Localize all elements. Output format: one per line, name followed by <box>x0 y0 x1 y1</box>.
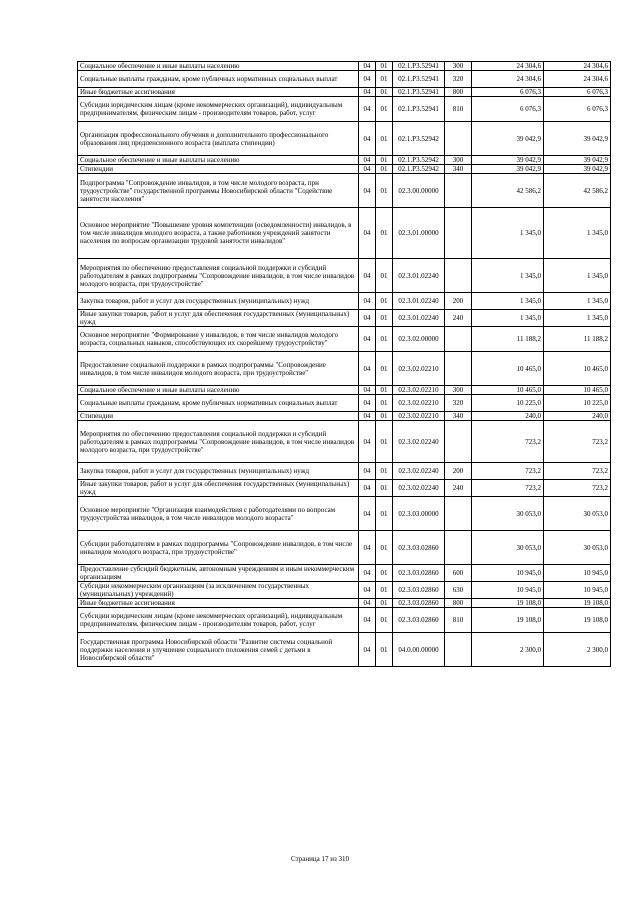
row-value-2: 39 042,9 <box>544 122 611 156</box>
row-value-1: 1 345,0 <box>472 259 544 293</box>
table-row <box>78 327 611 352</box>
row-expense-type: 340 <box>445 412 472 421</box>
row-value-2: 10 225,0 <box>544 395 611 412</box>
row-name: Социальное обеспечение и иные выплаты населению <box>78 62 359 71</box>
table-row <box>78 156 611 165</box>
row-name: Иные бюджетные ассигнования <box>78 88 359 97</box>
row-value-2: 11 188,2 <box>544 327 611 352</box>
row-target-code: 02.3.02.02210 <box>393 412 445 421</box>
row-value-2: 10 945,0 <box>544 582 611 599</box>
table-row <box>78 88 611 97</box>
row-section: 04 <box>359 156 376 165</box>
row-target-code: 02.3.02.02210 <box>393 395 445 412</box>
row-section: 04 <box>359 293 376 310</box>
row-section: 04 <box>359 480 376 497</box>
row-value-1: 6 076,3 <box>472 97 544 122</box>
row-target-code: 02.1.P3.52942 <box>393 156 445 165</box>
row-target-code: 02.3.01.00000 <box>393 208 445 259</box>
table-row <box>78 582 611 599</box>
row-section: 04 <box>359 582 376 599</box>
row-section: 04 <box>359 122 376 156</box>
row-name: Стипендии <box>78 165 359 174</box>
budget-table <box>77 61 611 667</box>
row-value-1: 1 345,0 <box>472 310 544 327</box>
row-value-1: 6 076,3 <box>472 88 544 97</box>
row-subsection: 01 <box>376 395 393 412</box>
row-value-1: 39 042,9 <box>472 165 544 174</box>
row-subsection: 01 <box>376 71 393 88</box>
row-value-2: 19 108,0 <box>544 608 611 633</box>
row-section: 04 <box>359 497 376 531</box>
row-subsection: 01 <box>376 97 393 122</box>
row-name: Субсидии юридическим лицам (кроме некоммерческих организаций), индивидуальным предпринимателям, физическим лицам - производителям товаров, работ, услуг <box>78 97 359 122</box>
row-name: Основное мероприятие "Повышение уровня компетенции (осведомленности) инвалидов, в том числе инвалидов молодого возраста, а также работников учреждений занятости населения по вопросам организации трудовой занятости инвалидов" <box>78 208 359 259</box>
row-subsection: 01 <box>376 352 393 386</box>
row-subsection: 01 <box>376 293 393 310</box>
row-expense-type <box>445 122 472 156</box>
row-name: Социальные выплаты гражданам, кроме публичных нормативных социальных выплат <box>78 395 359 412</box>
row-target-code: 02.3.03.02860 <box>393 608 445 633</box>
row-name: Социальное обеспечение и иные выплаты населению <box>78 386 359 395</box>
row-name: Мероприятия по обеспечению предоставления социальной поддержки и субсидий работодателям в рамках подпрограммы "Сопровождение инвалидов, в том числе инвалидов молодого возраста, при трудоустройстве" <box>78 421 359 463</box>
row-value-1: 240,0 <box>472 412 544 421</box>
table-row <box>78 395 611 412</box>
row-target-code: 02.1.P3.52941 <box>393 71 445 88</box>
row-name: Предоставление субсидий бюджетным, автономным учреждениям и иным некоммерческим организациям <box>78 565 359 582</box>
row-target-code: 02.1.P3.52942 <box>393 122 445 156</box>
row-value-2: 39 042,9 <box>544 156 611 165</box>
row-name: Социальные выплаты гражданам, кроме публичных нормативных социальных выплат <box>78 71 359 88</box>
row-value-1: 10 945,0 <box>472 582 544 599</box>
row-value-1: 24 304,6 <box>472 71 544 88</box>
row-subsection: 01 <box>376 122 393 156</box>
row-section: 04 <box>359 633 376 667</box>
budget-table-sheet <box>77 61 610 667</box>
row-name: Основное мероприятие "Организация взаимодействия с работодателями по вопросам трудоустройства инвалидов, в том числе инвалидов молодого возраста" <box>78 497 359 531</box>
row-value-1: 30 053,0 <box>472 531 544 565</box>
row-value-1: 1 345,0 <box>472 293 544 310</box>
row-target-code: 02.3.01.02240 <box>393 293 445 310</box>
row-name: Государственная программа Новосибирской области "Развитие системы социальной поддержки населения и улучшение социального положения семей с детьми в Новосибирской области" <box>78 633 359 667</box>
row-value-2: 6 076,3 <box>544 88 611 97</box>
row-value-1: 1 345,0 <box>472 208 544 259</box>
row-target-code: 02.1.P3.52941 <box>393 88 445 97</box>
row-target-code: 02.3.02.02240 <box>393 480 445 497</box>
row-name: Мероприятия по обеспечению предоставления социальной поддержки и субсидий работодателям в рамках подпрограммы "Сопровождение инвалидов, в том числе инвалидов молодого возраста, при трудоустройстве" <box>78 259 359 293</box>
row-value-1: 723,2 <box>472 421 544 463</box>
row-section: 04 <box>359 71 376 88</box>
row-name: Социальное обеспечение и иные выплаты населению <box>78 156 359 165</box>
row-value-2: 42 586,2 <box>544 174 611 208</box>
row-section: 04 <box>359 97 376 122</box>
row-value-2: 1 345,0 <box>544 259 611 293</box>
row-value-2: 10 465,0 <box>544 352 611 386</box>
row-target-code: 02.3.03.00000 <box>393 497 445 531</box>
row-section: 04 <box>359 412 376 421</box>
table-row <box>78 565 611 582</box>
row-value-1: 24 304,6 <box>472 62 544 71</box>
row-target-code: 02.3.01.02240 <box>393 259 445 293</box>
table-row <box>78 463 611 480</box>
row-section: 04 <box>359 208 376 259</box>
row-subsection: 01 <box>376 421 393 463</box>
row-value-2: 2 300,0 <box>544 633 611 667</box>
row-name: Иные закупки товаров, работ и услуг для обеспечения государственных (муниципальных) нужд <box>78 310 359 327</box>
row-expense-type: 300 <box>445 62 472 71</box>
row-target-code: 02.3.00.00000 <box>393 174 445 208</box>
table-row <box>78 497 611 531</box>
table-row <box>78 531 611 565</box>
row-expense-type: 800 <box>445 88 472 97</box>
table-row <box>78 208 611 259</box>
row-expense-type: 800 <box>445 599 472 608</box>
row-value-1: 39 042,9 <box>472 156 544 165</box>
row-value-2: 1 345,0 <box>544 208 611 259</box>
row-target-code: 02.3.03.02860 <box>393 565 445 582</box>
row-expense-type: 810 <box>445 608 472 633</box>
row-expense-type <box>445 497 472 531</box>
row-value-2: 723,2 <box>544 480 611 497</box>
row-expense-type: 300 <box>445 156 472 165</box>
table-row <box>78 412 611 421</box>
row-expense-type: 600 <box>445 565 472 582</box>
row-value-1: 42 586,2 <box>472 174 544 208</box>
row-value-1: 10 945,0 <box>472 565 544 582</box>
row-section: 04 <box>359 88 376 97</box>
row-expense-type: 340 <box>445 165 472 174</box>
row-value-1: 10 465,0 <box>472 386 544 395</box>
row-expense-type: 200 <box>445 463 472 480</box>
row-expense-type: 320 <box>445 395 472 412</box>
row-subsection: 01 <box>376 582 393 599</box>
row-value-2: 1 345,0 <box>544 310 611 327</box>
row-subsection: 01 <box>376 310 393 327</box>
table-row <box>78 633 611 667</box>
row-value-1: 10 465,0 <box>472 352 544 386</box>
row-expense-type: 320 <box>445 71 472 88</box>
row-value-2: 240,0 <box>544 412 611 421</box>
row-subsection: 01 <box>376 608 393 633</box>
row-target-code: 02.3.02.02210 <box>393 352 445 386</box>
row-subsection: 01 <box>376 480 393 497</box>
row-value-2: 1 345,0 <box>544 293 611 310</box>
row-subsection: 01 <box>376 463 393 480</box>
row-expense-type <box>445 327 472 352</box>
row-name: Субсидии работодателям в рамках подпрограммы "Сопровождение инвалидов, в том числе инвалидов молодого возраста, при трудоустройстве" <box>78 531 359 565</box>
row-section: 04 <box>359 259 376 293</box>
row-expense-type: 630 <box>445 582 472 599</box>
row-name: Подпрограмма "Сопровождение инвалидов, в том числе молодого возраста, при трудоустройстве" государственной программы Новосибирской области "Содействие занятости населения" <box>78 174 359 208</box>
row-subsection: 01 <box>376 599 393 608</box>
row-subsection: 01 <box>376 327 393 352</box>
row-value-1: 723,2 <box>472 480 544 497</box>
row-target-code: 02.3.02.02210 <box>393 386 445 395</box>
row-name: Предоставление социальной поддержки в рамках подпрограммы "Сопровождение инвалидов, в том числе инвалидов молодого возраста, при трудоустройстве" <box>78 352 359 386</box>
table-row <box>78 310 611 327</box>
table-row <box>78 421 611 463</box>
row-expense-type: 240 <box>445 480 472 497</box>
row-section: 04 <box>359 599 376 608</box>
row-target-code: 04.0.00.00000 <box>393 633 445 667</box>
row-subsection: 01 <box>376 88 393 97</box>
row-name: Субсидии некоммерческим организациям (за исключением государственных (муниципальных) учреждений) <box>78 582 359 599</box>
row-value-1: 19 108,0 <box>472 608 544 633</box>
row-subsection: 01 <box>376 386 393 395</box>
row-section: 04 <box>359 310 376 327</box>
row-section: 04 <box>359 327 376 352</box>
row-expense-type <box>445 208 472 259</box>
row-value-2: 39 042,9 <box>544 165 611 174</box>
table-row <box>78 62 611 71</box>
row-value-2: 24 304,6 <box>544 62 611 71</box>
row-target-code: 02.3.02.00000 <box>393 327 445 352</box>
row-name: Стипендии <box>78 412 359 421</box>
row-value-2: 10 465,0 <box>544 386 611 395</box>
row-value-1: 30 053,0 <box>472 497 544 531</box>
row-subsection: 01 <box>376 531 393 565</box>
row-section: 04 <box>359 174 376 208</box>
row-name: Основное мероприятие "Формирование у инвалидов, в том числе инвалидов молодого возраста, социальных навыков, способствующих их скорейшему трудоустройству" <box>78 327 359 352</box>
row-value-1: 11 188,2 <box>472 327 544 352</box>
row-target-code: 02.3.02.02240 <box>393 421 445 463</box>
row-section: 04 <box>359 565 376 582</box>
row-section: 04 <box>359 62 376 71</box>
table-row <box>78 174 611 208</box>
row-value-2: 24 304,6 <box>544 71 611 88</box>
row-section: 04 <box>359 608 376 633</box>
row-name: Субсидии юридическим лицам (кроме некоммерческих организаций), индивидуальным предпринимателям, физическим лицам - производителям товаров, работ, услуг <box>78 608 359 633</box>
row-value-2: 30 053,0 <box>544 497 611 531</box>
table-row <box>78 122 611 156</box>
table-row <box>78 608 611 633</box>
row-section: 04 <box>359 165 376 174</box>
row-value-2: 19 108,0 <box>544 599 611 608</box>
row-expense-type: 300 <box>445 386 472 395</box>
row-subsection: 01 <box>376 259 393 293</box>
row-name: Иные бюджетные ассигнования <box>78 599 359 608</box>
row-value-1: 2 300,0 <box>472 633 544 667</box>
row-expense-type <box>445 259 472 293</box>
row-section: 04 <box>359 463 376 480</box>
row-target-code: 02.1.P3.52941 <box>393 97 445 122</box>
row-value-1: 39 042,9 <box>472 122 544 156</box>
row-value-2: 6 076,3 <box>544 97 611 122</box>
row-expense-type <box>445 531 472 565</box>
row-section: 04 <box>359 386 376 395</box>
row-section: 04 <box>359 421 376 463</box>
row-name: Организация профессионального обучения и дополнительного профессионального образования лиц предпенсионного возраста (выплата стипендии) <box>78 122 359 156</box>
table-row <box>78 599 611 608</box>
row-expense-type: 240 <box>445 310 472 327</box>
row-name: Иные закупки товаров, работ и услуг для обеспечения государственных (муниципальных) нужд <box>78 480 359 497</box>
row-expense-type <box>445 633 472 667</box>
table-row <box>78 480 611 497</box>
row-section: 04 <box>359 352 376 386</box>
row-value-1: 19 108,0 <box>472 599 544 608</box>
row-value-1: 723,2 <box>472 463 544 480</box>
table-row <box>78 71 611 88</box>
row-expense-type <box>445 352 472 386</box>
row-subsection: 01 <box>376 497 393 531</box>
row-subsection: 01 <box>376 208 393 259</box>
row-value-1: 10 225,0 <box>472 395 544 412</box>
table-row <box>78 97 611 122</box>
row-name: Закупка товаров, работ и услуг для государственных (муниципальных) нужд <box>78 463 359 480</box>
row-subsection: 01 <box>376 412 393 421</box>
row-name: Закупка товаров, работ и услуг для государственных (муниципальных) нужд <box>78 293 359 310</box>
row-expense-type: 810 <box>445 97 472 122</box>
row-section: 04 <box>359 531 376 565</box>
table-row <box>78 352 611 386</box>
row-value-2: 723,2 <box>544 463 611 480</box>
row-target-code: 02.3.03.02860 <box>393 531 445 565</box>
row-subsection: 01 <box>376 633 393 667</box>
row-subsection: 01 <box>376 174 393 208</box>
table-row <box>78 259 611 293</box>
row-subsection: 01 <box>376 156 393 165</box>
row-value-2: 10 945,0 <box>544 565 611 582</box>
table-row <box>78 293 611 310</box>
row-target-code: 02.1.P3.52942 <box>393 165 445 174</box>
row-subsection: 01 <box>376 62 393 71</box>
row-expense-type <box>445 421 472 463</box>
table-row <box>78 386 611 395</box>
row-subsection: 01 <box>376 565 393 582</box>
table-row <box>78 165 611 174</box>
row-subsection: 01 <box>376 165 393 174</box>
row-expense-type: 200 <box>445 293 472 310</box>
row-target-code: 02.3.03.02860 <box>393 599 445 608</box>
row-expense-type <box>445 174 472 208</box>
row-value-2: 723,2 <box>544 421 611 463</box>
row-target-code: 02.3.01.02240 <box>393 310 445 327</box>
row-target-code: 02.1.P3.52941 <box>393 62 445 71</box>
row-target-code: 02.3.03.02860 <box>393 582 445 599</box>
page-footer: Страница 17 из 310 <box>291 855 349 863</box>
row-section: 04 <box>359 395 376 412</box>
row-target-code: 02.3.02.02240 <box>393 463 445 480</box>
row-value-2: 30 053,0 <box>544 531 611 565</box>
